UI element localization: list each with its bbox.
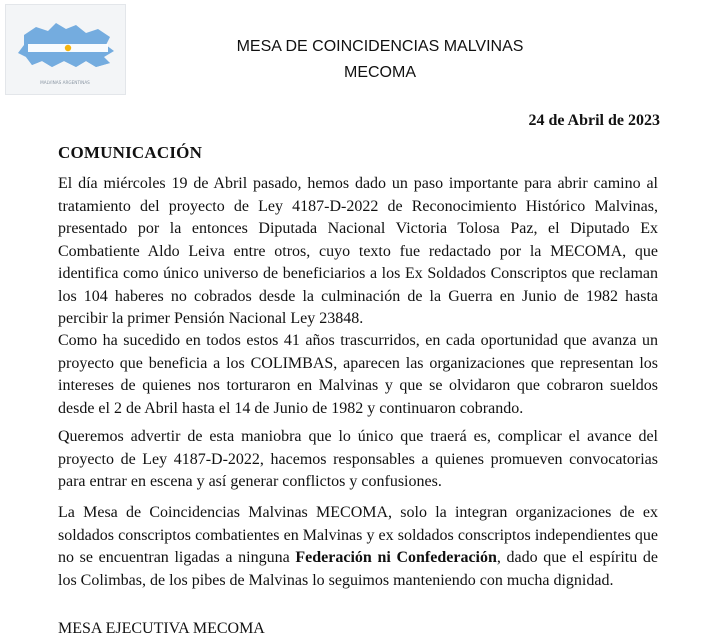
- logo-caption: MALVINAS ARGENTINAS: [40, 80, 90, 85]
- org-acronym: MECOMA: [344, 64, 416, 81]
- malvinas-flag-map-icon: [6, 5, 125, 94]
- paragraph-3: Queremos advertir de esta maniobra que lo único que traerá es, complicar el avance del proyecto de Ley 4187-D-2022, hacemos responsables a quienes promueven convocatorias para entrar en escena y así generar conflictos y confusiones.: [58, 428, 658, 490]
- paragraph-1: El día miércoles 19 de Abril pasado, hemos dado un paso importante para abrir camino al tratamiento del proyecto de Ley 4187-D-2022 de Reconocimiento Histórico Malvinas, presentado por la entonces Diputada Nacional Victoria Tolosa Paz, el Diputado Ex Combatiente Aldo Leiva entre otros, cuyo texto fue redactado por la MECOMA, que identifica como único universo de beneficiarios a los Ex Soldados Conscriptos que reclaman los 104 haberes no cobrados desde la culminación de la Guerra en Junio de 1982 hasta percibir la primer Pensión Nacional Ley 23848.: [58, 175, 658, 327]
- paragraph-2: Como ha sucedido en todos estos 41 años trascurridos, en cada oportunidad que avanza un proyecto que beneficia a los COLIMBAS, aparecen las organizaciones que representan los intereses de quienes nos torturaron en Malvinas y que se olvidaron que cobraron sueldos desde el 2 de Abril hasta el 14 de Junio de 1982 y continuaron cobrando.: [58, 332, 658, 417]
- org-title: MESA DE COINCIDENCIAS MALVINAS: [236, 38, 524, 55]
- paragraph-4-text-b: , dado que el espíritu de los Colimbas, de los pibes de Malvinas lo seguimos manteniendo con mucha dignidad.: [58, 549, 658, 589]
- paragraph-4-bold-text: Federación ni Confederación: [295, 549, 497, 566]
- section-title: COMUNICACIÓN: [58, 143, 203, 162]
- paragraph-4: [58, 502, 658, 592]
- signature: MESA EJECUTIVA MECOMA: [58, 620, 265, 637]
- paragraph-4-text-a: La Mesa de Coincidencias Malvinas MECOMA, solo la integran organizaciones de ex soldados conscriptos combatientes en Malvinas y ex soldados conscriptos independientes que no se encuentran ligadas a ninguna: [58, 504, 658, 566]
- document-date: 24 de Abril de 2023: [528, 112, 660, 129]
- malvinas-logo: [5, 4, 126, 95]
